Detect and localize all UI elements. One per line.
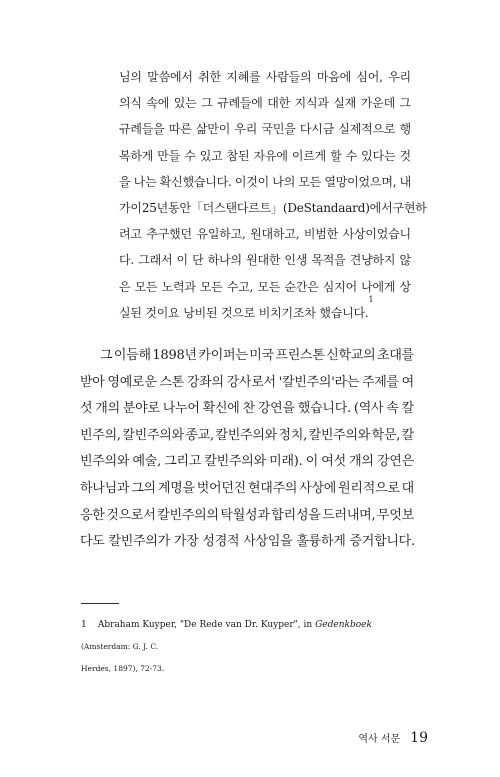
quote-line: 을 나는 확신했습니다. 이것이 나의 모든 열망이었으며, 내 bbox=[119, 174, 411, 189]
footnote-title: "De Rede van Dr. Kuyper", bbox=[179, 620, 301, 630]
body-line: 빈주의, 칼빈주의와 종교, 칼빈주의와 정치, 칼빈주의와 학문, 칼 bbox=[80, 427, 414, 443]
quote-line: 복하게 만들 수 있고 참된 자유에 이르게 할 수 있다는 것 bbox=[119, 148, 411, 163]
quote-line: 의식 속에 있는 그 규례들에 대한 지식과 실재 가운데 그 bbox=[119, 96, 411, 111]
footnote-divider bbox=[81, 603, 119, 604]
quote-line: 님의 말씀에서 취한 지혜를 사람들의 마음에 심어, 우리 bbox=[119, 70, 411, 84]
footnote-book: Gedenkboek bbox=[315, 620, 372, 630]
block-quote bbox=[119, 64, 427, 326]
quote-line: 가 이 25년 동안 「더 스탠다르트」(De Standaard)에서 구현하 bbox=[119, 200, 427, 215]
footnote-marker: 1 bbox=[368, 294, 374, 304]
footnote bbox=[81, 614, 421, 680]
body-line: 빈주의와 예술, 그리고 칼빈주의와 미래). 이 여섯 개의 강연은 bbox=[80, 454, 414, 470]
body-line: 다도 칼빈주의가 가장 성경적 사상임을 훌륭하게 증거합니다. bbox=[80, 534, 415, 550]
quote-line: 은 모든 노력과 모든 수고, 모든 순간은 심지어 나에게 상 bbox=[119, 279, 411, 294]
body-line: 그 이듬해 1898년 카이퍼는 미국 프린스톤 신학교의 초대를 bbox=[100, 348, 414, 363]
footnote-line-2: Herdes, 1897), 72-73. bbox=[81, 664, 165, 673]
page-footer bbox=[358, 730, 428, 746]
running-footer-section: 역사 서문 bbox=[358, 734, 401, 745]
quote-line: 실된 것이요 낭비된 것으로 비치기조차 했습니다. 1 bbox=[119, 300, 411, 326]
body-line: 응한 것으로서 칼빈주의의 탁월성과 합리성을 드러내며, 무엇보 bbox=[80, 507, 414, 523]
body-paragraph bbox=[80, 343, 414, 556]
body-line: 하나님과 그의 계명을 벗어던진 현대주의 사상에 원리적으로 대 bbox=[80, 480, 414, 496]
body-line: 섯 개의 분야로 나누어 확신에 찬 강연을 했습니다. (역사 속 칼 bbox=[80, 401, 414, 417]
footnote-in: in bbox=[303, 620, 313, 630]
quote-line: 려고 추구했던 유일하고, 원대하고, 비범한 사상이었습니 bbox=[119, 227, 411, 242]
quote-line: 다. 그래서 이 단 하나의 원대한 인생 목적을 견냥하지 않 bbox=[119, 253, 411, 268]
footnote-line-1 bbox=[81, 614, 421, 658]
footnote-publisher-1: (Amsterdam: G. J. C. bbox=[81, 642, 159, 651]
quote-line: 규례들을 따른 삶만이 우리 국민을 다시금 실제적으로 행 bbox=[119, 122, 411, 137]
body-line: 받아 영예로운 스톤 강좌의 강사로서 '칼빈주의'라는 주제를 여 bbox=[80, 374, 414, 390]
footnote-number: 1 bbox=[81, 620, 87, 630]
footnote-author: Abraham Kuyper, bbox=[97, 620, 178, 630]
page-number: 19 bbox=[410, 730, 428, 746]
